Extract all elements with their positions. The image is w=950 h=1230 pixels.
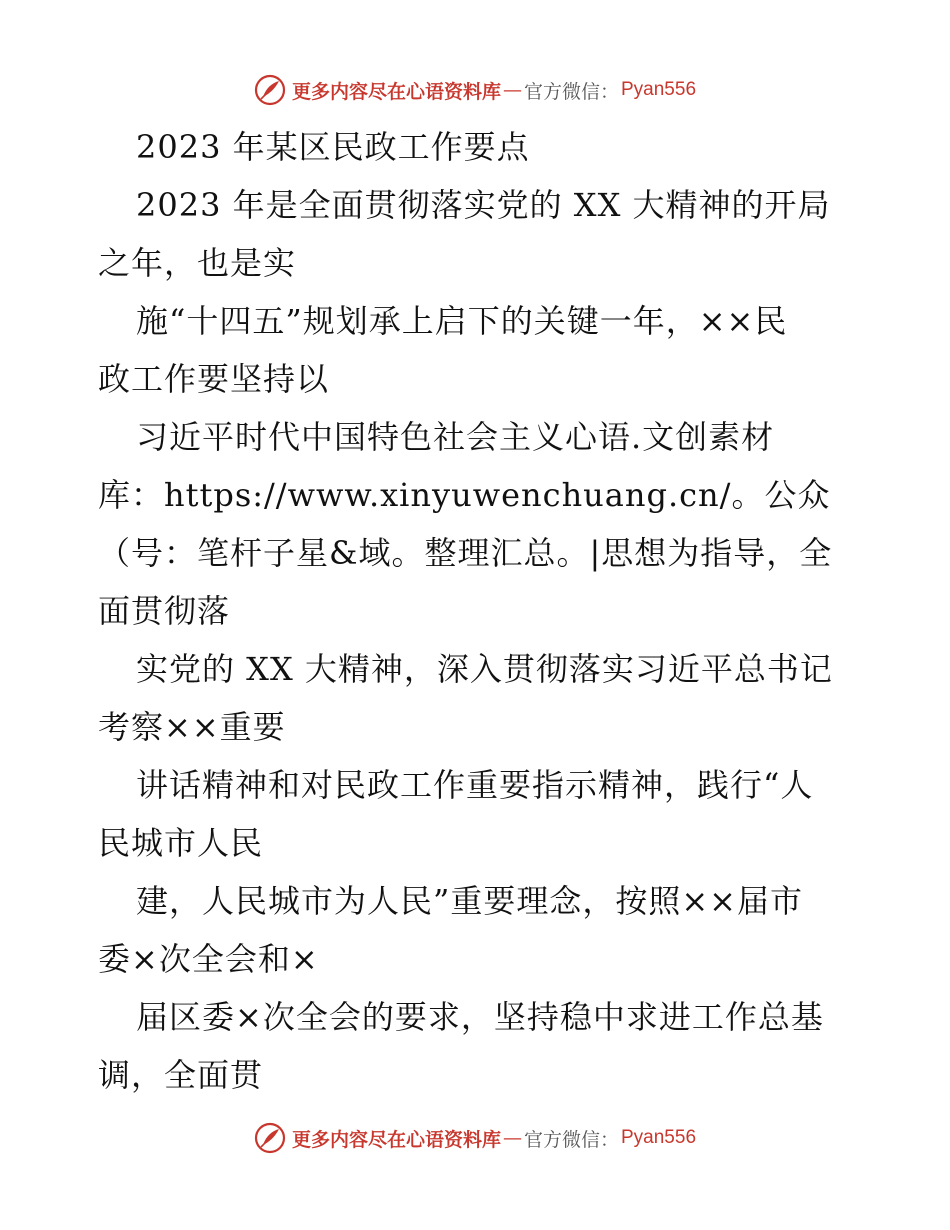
header-wechat-id: Pyan556 (621, 79, 697, 100)
footer-site-text: 更多内容尽在心语资料库 (291, 1128, 501, 1151)
quill-logo-icon (254, 1122, 286, 1154)
document-line: 库：https://www.xinyuwenchuang.cn/。公众 (98, 476, 831, 514)
document-line: 调，全面贯 (98, 1056, 264, 1094)
quill-logo-icon (254, 74, 286, 106)
document-line: 实党的 XX 大精神，深入贯彻落实习近平总书记 (136, 650, 833, 688)
document-line: 习近平时代中国特色社会主义心语.文创素材 (136, 418, 775, 456)
document-line: 2023 年是全面贯彻落实党的 XX 大精神的开局 (136, 186, 831, 224)
document-line: 施“十四五”规划承上启下的关键一年，××民 (136, 302, 788, 340)
document-line: 面贯彻落 (98, 592, 231, 630)
header-separator: — (502, 79, 522, 101)
document-line: （号：笔杆子星&域。整理汇总。|思想为指导，全 (98, 534, 833, 572)
footer-wechat-label: 官方微信： (523, 1128, 619, 1151)
document-line: 民城市人民 (98, 824, 264, 862)
document-line: 政工作要坚持以 (98, 360, 330, 398)
document-title: 2023 年某区民政工作要点 (136, 128, 530, 166)
document-line: 考察××重要 (98, 708, 286, 746)
document-line: 建，人民城市为人民”重要理念，按照××届市 (136, 882, 803, 920)
document-line: 讲话精神和对民政工作重要指示精神，践行“人 (136, 766, 814, 804)
document-line: 之年，也是实 (98, 244, 297, 282)
header-site-text: 更多内容尽在心语资料库 (291, 80, 501, 103)
document-line: 委×次全会和× (98, 940, 319, 978)
document-line: 届区委×次全会的要求，坚持稳中求进工作总基 (136, 998, 824, 1036)
header-banner (0, 70, 950, 110)
document-body (98, 118, 858, 1104)
footer-wechat-id: Pyan556 (621, 1127, 697, 1148)
header-wechat-label: 官方微信： (523, 80, 619, 103)
footer-separator: — (502, 1127, 522, 1149)
footer-banner (0, 1118, 950, 1158)
